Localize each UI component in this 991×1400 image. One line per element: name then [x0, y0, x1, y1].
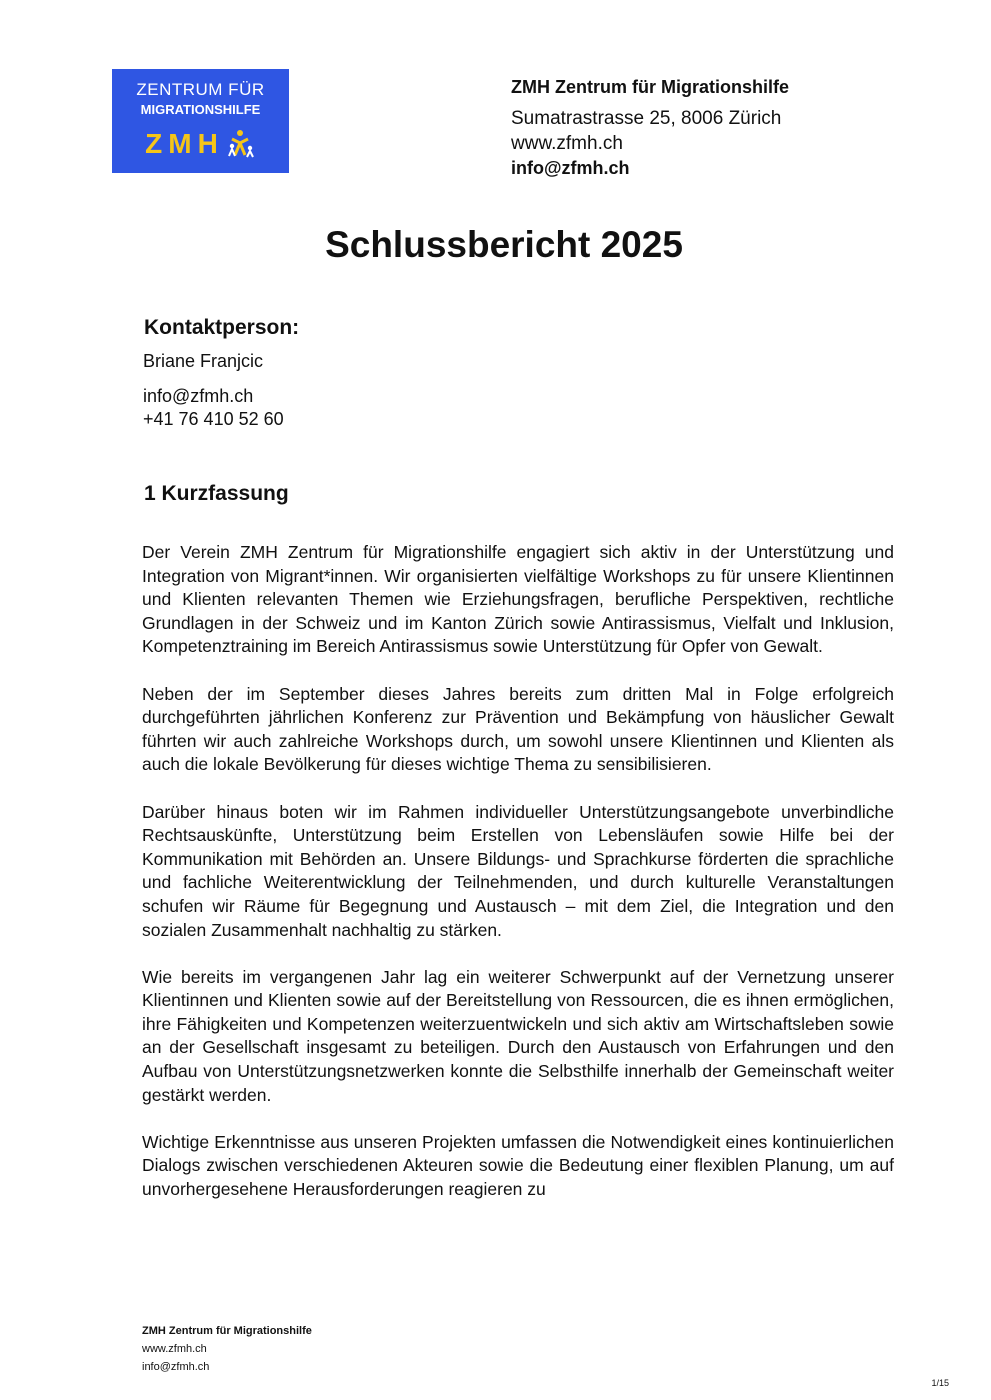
paragraph: Der Verein ZMH Zentrum für Migrationshilfe engagiert sich aktiv in der Unterstützung und Integration von Migrant*innen. Wir organisierten vielfältige Workshops zu für unsere Klientinnen und Klienten relevanten Themen wie Erziehungsfragen, berufliche Perspektiven, rechtliche Grundlagen in der Schweiz und im Kanton Zürich sowie Antirassismus, Vielfalt und Inklusion, Kompetenztraining im Bereich Antirassismus sowie Unterstützung für Opfer von Gewalt. — [142, 542, 894, 657]
contact-heading: Kontaktperson: — [144, 316, 300, 339]
footer-email: info@zfmh.ch — [142, 1361, 210, 1373]
paragraph: Wie bereits im vergangenen Jahr lag ein weiterer Schwerpunkt auf der Vernetzung unserer Klientinnen und Klienten sowie auf der Bereitstellung von Ressourcen, die es ihnen ermöglichen, ihre Fähigkeiten und Kompetenzen weiterzuentwickeln und sich aktiv am Wirtschaftsleben sowie an der Gesellschaft insgesamt zu beteiligen. Durch den Austausch von Erfahrungen und den Aufbau von Unterstützungsnetzwerken konnte die Selbsthilfe innerhalb der Gemeinschaft weiter gestärkt werden. — [142, 966, 894, 1105]
header-org-name: ZMH Zentrum für Migrationshilfe — [511, 77, 789, 97]
contact-name: Briane Franjcic — [143, 351, 264, 371]
document-title: Schlussbericht 2025 — [325, 224, 683, 265]
logo-line-1: ZENTRUM FÜR — [136, 80, 265, 99]
body-text — [142, 541, 894, 1225]
paragraph: Neben der im September dieses Jahres bereits zum dritten Mal in Folge erfolgreich durchgeführten jährlichen Konferenz zur Prävention und Bekämpfung von häuslicher Gewalt führten wir auch zahlreiche Workshops durch, um sowohl unsere Klientinnen und Klienten als auch die lokale Bevölkerung für dieses wichtige Thema zu sensibilisieren. — [142, 683, 894, 775]
page-number: 1/15 — [931, 1378, 949, 1388]
logo — [112, 69, 289, 173]
header-email: info@zfmh.ch — [511, 158, 630, 178]
section-heading: 1 Kurzfassung — [144, 482, 289, 505]
contact-phone: +41 76 410 52 60 — [143, 409, 284, 429]
contact-email: info@zfmh.ch — [143, 386, 254, 406]
header-website: www.zfmh.ch — [511, 133, 623, 154]
logo-line-2: MIGRATIONSHILFE — [140, 102, 261, 117]
paragraph: Darüber hinaus boten wir im Rahmen individueller Unterstützungsangebote unverbindliche Rechtsauskünfte, Unterstützung beim Erstellen von Lebensläufen sowie Hilfe bei der Kommunikation mit Behörden an. Unsere Bildungs- und Sprachkurse förderten die sprachliche und fachliche Weiterentwicklung der Teilnehmenden, und durch kulturelle Veranstaltungen schufen wir Räume für Begegnung und Austausch – mit dem Ziel, die Integration und den sozialen Zusammenhalt nachhaltig zu stärken. — [142, 801, 894, 940]
paragraph: Wichtige Erkenntnisse aus unseren Projekten umfassen die Notwendigkeit eines kontinuierlichen Dialogs zwischen verschiedenen Akteuren sowie die Bedeutung einer flexiblen Planung, um auf unvorhergesehene Herausforderungen reagieren zu — [142, 1131, 894, 1200]
people-icon — [226, 129, 256, 159]
footer-org-name: ZMH Zentrum für Migrationshilfe — [142, 1325, 312, 1337]
header-address: Sumatrastrasse 25, 8006 Zürich — [511, 108, 782, 129]
logo-line-3 — [112, 127, 289, 161]
footer-website: www.zfmh.ch — [142, 1343, 207, 1355]
logo-acronym: ZMH — [145, 128, 224, 159]
